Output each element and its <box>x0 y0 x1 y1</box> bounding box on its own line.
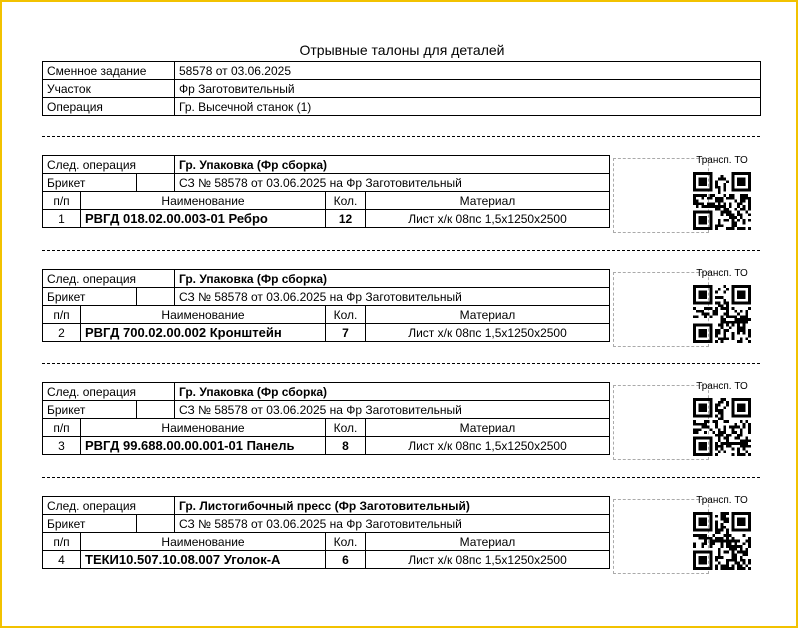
qr-code-icon <box>693 285 751 343</box>
qr-label: Трансп. ТО <box>696 268 748 279</box>
next-op-label: След. операция <box>43 156 175 174</box>
qr-label: Трансп. ТО <box>696 155 748 166</box>
qty-header: Кол. <box>326 306 366 324</box>
qty-header: Кол. <box>326 533 366 551</box>
header-row <box>43 80 761 98</box>
part-name: РВГД 018.02.00.003-01 Ребро <box>81 210 326 228</box>
qr-label: Трансп. ТО <box>696 495 748 506</box>
briket-value: СЗ № 58578 от 03.06.2025 на Фр Заготовительный <box>175 515 610 533</box>
header-value: Гр. Высечной станок (1) <box>175 98 761 116</box>
briket-value: СЗ № 58578 от 03.06.2025 на Фр Заготовительный <box>175 288 610 306</box>
qty-value: 8 <box>326 437 366 455</box>
next-op-value: Гр. Упаковка (Фр сборка) <box>175 383 610 401</box>
part-name: РВГД 700.02.00.002 Кронштейн <box>81 324 326 342</box>
part-name: ТЕКИ10.507.10.08.007 Уголок-А <box>81 551 326 569</box>
header-row <box>43 98 761 116</box>
briket-label: Брикет <box>43 515 137 533</box>
name-header: Наименование <box>81 533 326 551</box>
header-value: 58578 от 03.06.2025 <box>175 62 761 80</box>
qty-value: 6 <box>326 551 366 569</box>
header-label: Участок <box>43 80 175 98</box>
pn-header: п/п <box>43 306 81 324</box>
pn-header: п/п <box>43 419 81 437</box>
ticket <box>42 155 610 228</box>
header-value: Фр Заготовительный <box>175 80 761 98</box>
material-value: Лист х/к 08пс 1,5х1250х2500 <box>366 210 610 228</box>
material-header: Материал <box>366 306 610 324</box>
qty-header: Кол. <box>326 192 366 210</box>
name-header: Наименование <box>81 306 326 324</box>
briket-empty <box>137 174 175 192</box>
pn-header: п/п <box>43 533 81 551</box>
header-label: Операция <box>43 98 175 116</box>
briket-empty <box>137 401 175 419</box>
ticket <box>42 496 610 569</box>
cut-line <box>42 363 760 364</box>
material-header: Материал <box>366 419 610 437</box>
briket-value: СЗ № 58578 от 03.06.2025 на Фр Заготовительный <box>175 174 610 192</box>
briket-empty <box>137 288 175 306</box>
document-title: Отрывные талоны для деталей <box>299 42 505 58</box>
pn-value: 3 <box>43 437 81 455</box>
qr-code-icon <box>693 512 751 570</box>
briket-label: Брикет <box>43 401 137 419</box>
material-header: Материал <box>366 192 610 210</box>
material-value: Лист х/к 08пс 1,5х1250х2500 <box>366 324 610 342</box>
qty-value: 12 <box>326 210 366 228</box>
next-op-label: След. операция <box>43 270 175 288</box>
part-name: РВГД 99.688.00.00.001-01 Панель <box>81 437 326 455</box>
ticket <box>42 269 610 342</box>
cut-line <box>42 136 760 137</box>
next-op-value: Гр. Упаковка (Фр сборка) <box>175 270 610 288</box>
qr-code-icon <box>693 398 751 456</box>
header-row <box>43 62 761 80</box>
briket-empty <box>137 515 175 533</box>
material-header: Материал <box>366 533 610 551</box>
qr-code-icon <box>693 172 751 230</box>
briket-label: Брикет <box>43 288 137 306</box>
cut-line <box>42 477 760 478</box>
next-op-value: Гр. Листогибочный пресс (Фр Заготовительный) <box>175 497 610 515</box>
briket-label: Брикет <box>43 174 137 192</box>
header-table <box>42 61 761 116</box>
material-value: Лист х/к 08пс 1,5х1250х2500 <box>366 551 610 569</box>
pn-header: п/п <box>43 192 81 210</box>
qr-label: Трансп. ТО <box>696 381 748 392</box>
name-header: Наименование <box>81 419 326 437</box>
briket-value: СЗ № 58578 от 03.06.2025 на Фр Заготовительный <box>175 401 610 419</box>
pn-value: 1 <box>43 210 81 228</box>
next-op-label: След. операция <box>43 383 175 401</box>
header-label: Сменное задание <box>43 62 175 80</box>
ticket <box>42 382 610 455</box>
pn-value: 2 <box>43 324 81 342</box>
next-op-value: Гр. Упаковка (Фр сборка) <box>175 156 610 174</box>
material-value: Лист х/к 08пс 1,5х1250х2500 <box>366 437 610 455</box>
qty-header: Кол. <box>326 419 366 437</box>
qty-value: 7 <box>326 324 366 342</box>
cut-line <box>42 250 760 251</box>
name-header: Наименование <box>81 192 326 210</box>
pn-value: 4 <box>43 551 81 569</box>
next-op-label: След. операция <box>43 497 175 515</box>
